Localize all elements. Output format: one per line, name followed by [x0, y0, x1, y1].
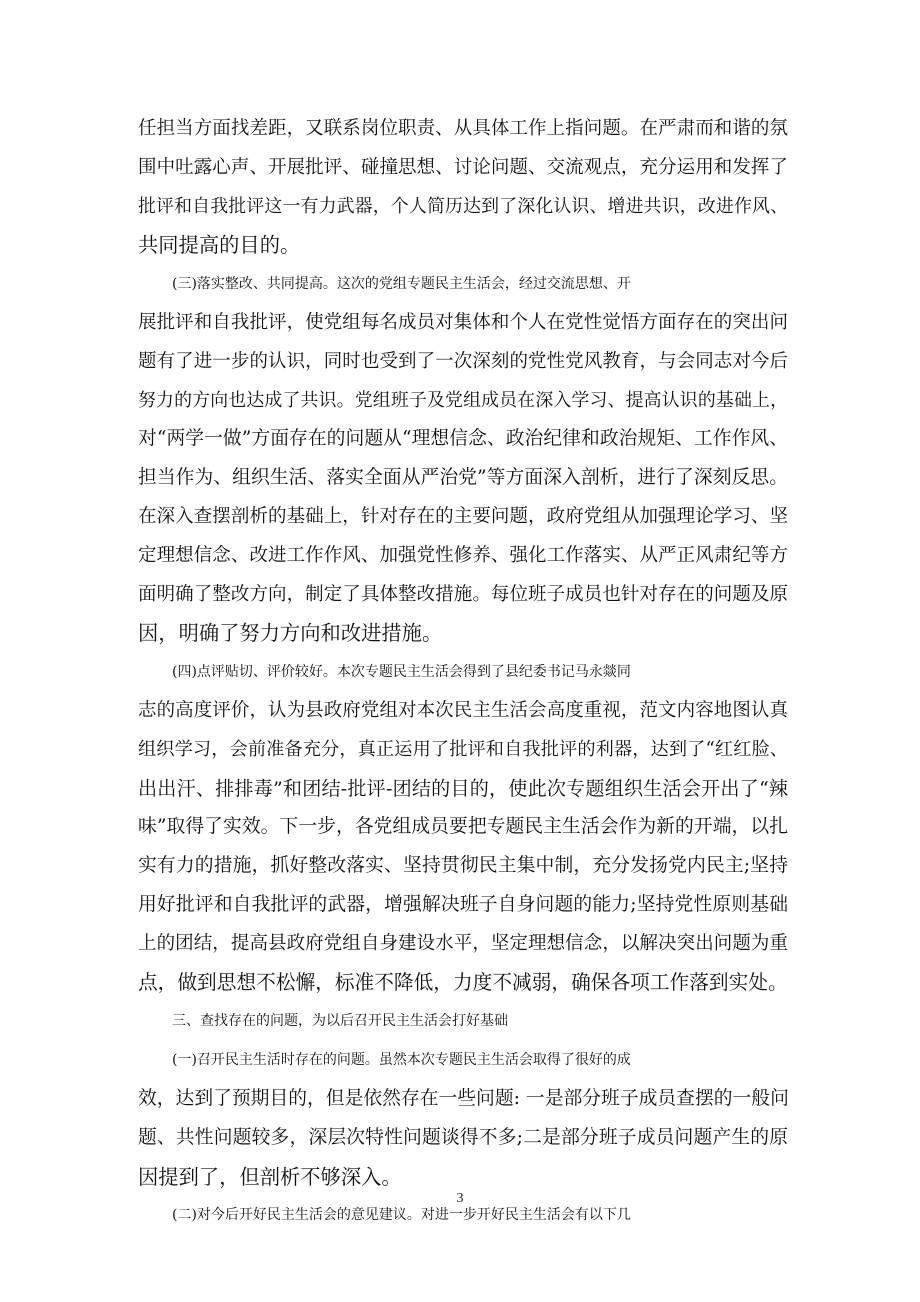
text-line: 对“两学一做”方面存在的问题从“理想信念、政治纪律和政治规矩、工作作风、	[138, 428, 788, 450]
text-line: 味”取得了实效。下一步，各党组成员要把专题民主生活会作为新的开端，以扎	[138, 816, 788, 838]
text-line: 题、共性问题较多，深层次特性问题谈得不多;二是部分班子成员问题产生的原	[138, 1126, 788, 1148]
text-line: 上的团结，提高县政府党组自身建设水平，坚定理想信念，以解决突出问题为重	[138, 932, 788, 954]
text-line: 点，做到思想不松懈，标准不降低，力度不减弱，确保各项工作落到实处。	[138, 970, 788, 994]
text-line: 任担当方面找差距，又联系岗位职责、从具体工作上指问题。在严肃而和谐的氛	[138, 118, 788, 139]
text-line: 努力的方向也达成了共识。党组班子及党组成员在深入学习、提高认识的基础上，	[138, 389, 788, 411]
text-line: 因提到了，但剖析不够深入。	[138, 1164, 402, 1189]
text-line: 出出汗、排排毒”和团结-批评-团结的目的，使此次专题组织生活会开出了“辣	[138, 776, 788, 800]
text-line: 围中吐露心声、开展批评、碰撞思想、讨论问题、交流观点，充分运用和发挥了	[138, 156, 788, 178]
text-line: 用好批评和自我批评的武器，增强解决班子自身问题的能力;坚持党性原则基础	[138, 893, 788, 915]
paragraph-start: (二)对今后开好民主生活会的意见建议。对进一步开好民主生活会有以下几	[172, 1207, 631, 1224]
text-line: 担当作为、组织生活、落实全面从严治党”等方面深入剖析，进行了深刻反思。	[138, 467, 788, 489]
text-line: 批评和自我批评这一有力武器，个人简历达到了深化认识、增进共识，改进作风、	[138, 195, 788, 217]
text-line: 面明确了整改方向，制定了具体整改措施。每位班子成员也针对存在的问题及原	[138, 583, 788, 605]
section-heading: 三、查找存在的问题，为以后召开民主生活会打好基础	[172, 1013, 508, 1030]
body-text	[138, 110, 788, 1235]
text-line: 在深入查摆剖析的基础上，针对存在的主要问题，政府党组从加强理论学习、坚	[138, 505, 788, 527]
text-line: 定理想信念、改进工作作风、加强党性修养、强化工作落实、从严正风肃纪等方	[138, 544, 788, 566]
page-number: 3	[456, 1191, 464, 1206]
text-line: 展批评和自我批评，使党组每名成员对集体和个人在党性觉悟方面存在的突出问	[138, 311, 788, 333]
text-line: 实有力的措施，抓好整改落实、坚持贯彻民主集中制，充分发扬党内民主;坚持	[138, 855, 788, 877]
text-line: 共同提高的目的。	[138, 233, 301, 258]
paragraph-start: (三)落实整改、共同提高。这次的党组专题民主生活会，经过交流思想、开	[172, 276, 631, 293]
text-line: 志的高度评价，认为县政府党组对本次民主生活会高度重视，范文内容地图认真	[138, 699, 788, 721]
text-line: 因，明确了努力方向和改进措施。	[138, 621, 443, 646]
paragraph-start: (一)召开民主生活时存在的问题。虽然本次专题民主生活会取得了很好的成	[172, 1052, 631, 1069]
text-line: 效，达到了预期目的，但是依然存在一些问题: 一是部分班子成员查摆的一般问	[138, 1087, 789, 1109]
paragraph-start: (四)点评贴切、评价较好。本次专题民主生活会得到了县纪委书记马永燚同	[172, 664, 631, 681]
text-line: 组织学习，会前准备充分，真正运用了批评和自我批评的利器，达到了“红红脸、	[138, 738, 788, 760]
text-line: 题有了进一步的认识，同时也受到了一次深刻的党性党风教育，与会同志对今后	[138, 350, 788, 372]
